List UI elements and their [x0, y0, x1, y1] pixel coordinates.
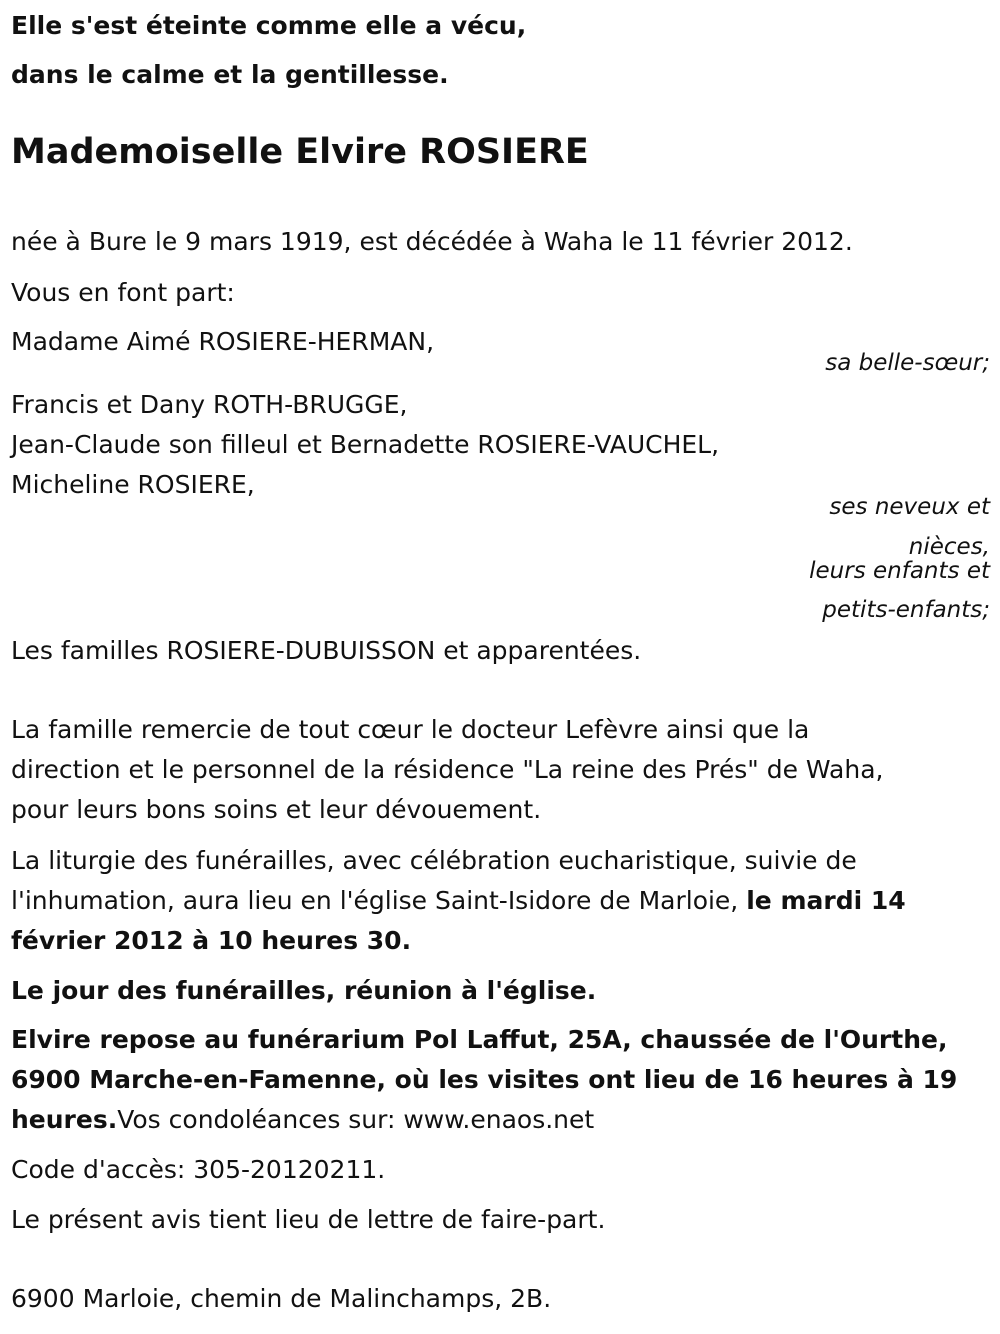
liturgy-line-2-text: l'inhumation, aura lieu en l'église Saint-Isidore de Marloie, — [11, 886, 747, 915]
announce-line: Vous en font part: — [11, 278, 235, 307]
family-nephew-2: Jean-Claude son filleul et Bernadette ROSIERE-VAUCHEL, — [11, 430, 720, 459]
family-sister-in-law: Madame Aimé ROSIERE-HERMAN, — [11, 327, 435, 356]
nephews-role-3: leurs enfants et — [809, 558, 990, 584]
thanks-line-2: direction et le personnel de la résidence "La reine des Prés" de Waha, — [11, 755, 884, 784]
funeral-home-line-1: Elvire repose au funérarium Pol Laffut, 25A, chaussée de l'Ourthe, — [11, 1025, 948, 1054]
family-nephew-3: Micheline ROSIERE, — [11, 470, 255, 499]
nephews-role-2: nièces, — [908, 534, 990, 560]
condolences-link[interactable]: Vos condoléances sur: www.enaos.net — [117, 1105, 595, 1134]
address-line: 6900 Marloie, chemin de Malinchamps, 2B. — [11, 1284, 552, 1313]
nephews-role-1: ses neveux et — [829, 494, 990, 520]
liturgy-line-2 — [11, 881, 906, 921]
liturgy-line-1: La liturgie des funérailles, avec célébration eucharistique, suivie de — [11, 846, 857, 875]
sister-in-law-role: sa belle-sœur; — [825, 350, 990, 376]
notice-line: Le présent avis tient lieu de lettre de faire-part. — [11, 1205, 606, 1234]
funeral-home-line-2: 6900 Marche-en-Famenne, où les visites ont lieu de 16 heures à 19 — [11, 1065, 958, 1094]
intro-line-2: dans le calme et la gentillesse. — [11, 60, 449, 89]
family-others: Les familles ROSIERE-DUBUISSON et apparentées. — [11, 636, 642, 665]
thanks-line-3: pour leurs bons soins et leur dévouement. — [11, 795, 542, 824]
funeral-home-line-3 — [11, 1100, 594, 1140]
deceased-name: Mademoiselle Elvire ROSIERE — [11, 132, 589, 172]
access-code: Code d'accès: 305-20120211. — [11, 1155, 386, 1184]
thanks-line-1: La famille remercie de tout cœur le docteur Lefèvre ainsi que la — [11, 715, 810, 744]
liturgy-time: février 2012 à 10 heures 30. — [11, 926, 412, 955]
birth-death-line: née à Bure le 9 mars 1919, est décédée à Waha le 11 février 2012. — [11, 227, 853, 256]
intro-line-1: Elle s'est éteinte comme elle a vécu, — [11, 11, 527, 40]
nephews-role-4: petits-enfants; — [822, 597, 990, 623]
hours-word: heures. — [11, 1105, 118, 1134]
meeting-line: Le jour des funérailles, réunion à l'église. — [11, 976, 597, 1005]
family-nephew-1: Francis et Dany ROTH-BRUGGE, — [11, 390, 408, 419]
liturgy-date: le mardi 14 — [746, 886, 906, 915]
